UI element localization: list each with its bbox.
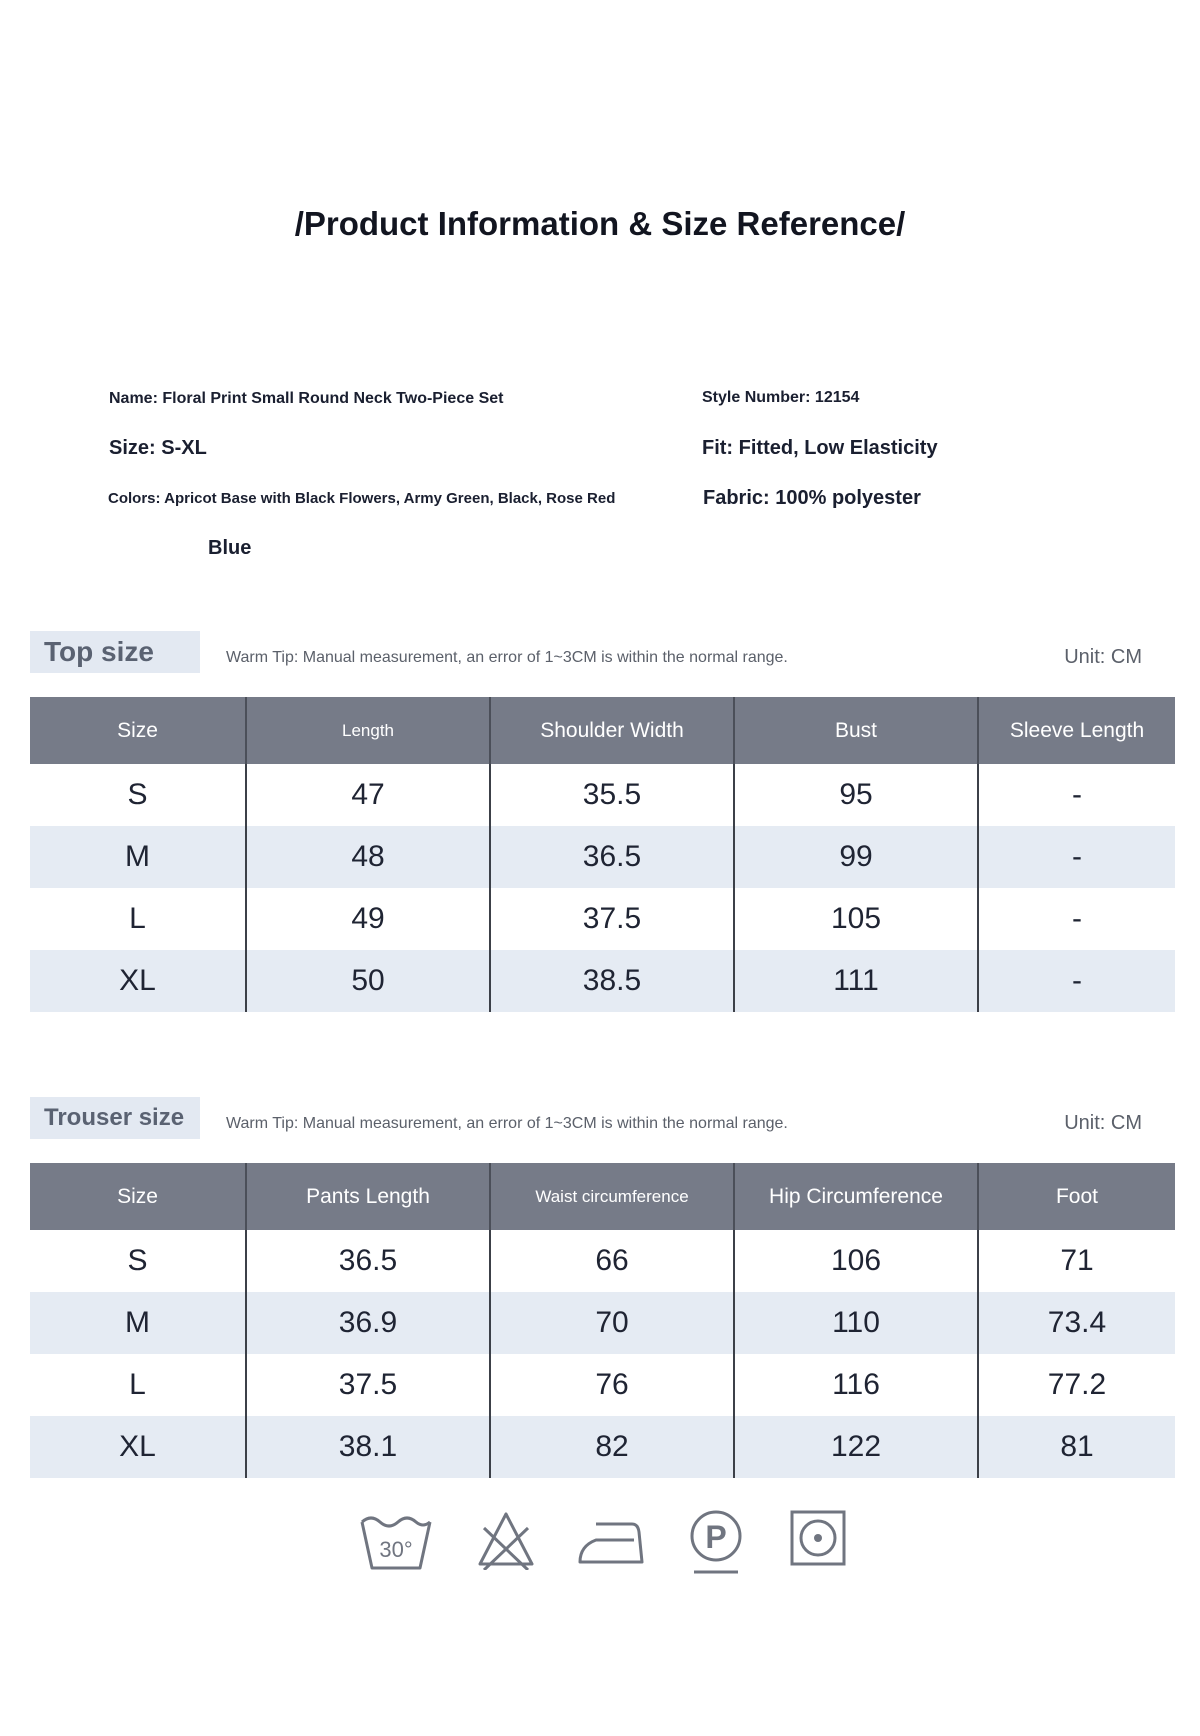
table-row <box>30 1230 1175 1292</box>
wash-30-icon <box>358 1510 434 1576</box>
product-colors: Colors: Apricot Base with Black Flowers, Army Green, Black, Rose Red <box>108 490 616 507</box>
table-cell: - <box>978 764 1175 826</box>
table-cell: 35.5 <box>490 764 734 826</box>
table-cell: 122 <box>734 1416 978 1478</box>
table-cell: 77.2 <box>978 1354 1175 1416</box>
table-cell: S <box>127 1244 148 1277</box>
table-cell: 49 <box>246 888 490 950</box>
column-header: Waist circumference <box>490 1163 734 1230</box>
column-header: Size <box>30 1163 246 1230</box>
table-cell: 105 <box>734 888 978 950</box>
table-cell: 37.5 <box>490 888 734 950</box>
table-cell: 106 <box>734 1230 978 1292</box>
table-row <box>30 764 1175 826</box>
table-cell: 95 <box>734 764 978 826</box>
column-header: Size <box>30 697 246 764</box>
table-cell: 82 <box>490 1416 734 1478</box>
table-cell: 116 <box>734 1354 978 1416</box>
table-cell: 37.5 <box>246 1354 490 1416</box>
table-cell: 71 <box>978 1230 1175 1292</box>
table-cell: 66 <box>490 1230 734 1292</box>
trouser-size-unit: Unit: CM <box>1064 1112 1142 1134</box>
table-cell: 111 <box>734 950 978 1012</box>
table-cell: L <box>129 1368 146 1401</box>
trouser-size-table <box>30 1163 1175 1478</box>
trouser-size-tip: Warm Tip: Manual measurement, an error of 1~3CM is within the normal range. <box>226 1115 788 1132</box>
table-cell: M <box>30 1292 246 1354</box>
do-not-bleach-icon <box>476 1510 536 1570</box>
table-cell: XL <box>30 1416 246 1478</box>
page-title: /Product Information & Size Reference/ <box>294 205 906 242</box>
table-cell: 47 <box>246 764 490 826</box>
dry-clean-p-icon <box>688 1510 744 1576</box>
iron-icon <box>576 1510 646 1570</box>
column-header: Length <box>246 697 490 764</box>
product-colors-cont: Blue <box>208 537 252 559</box>
table-cell: 36.5 <box>490 826 734 888</box>
table-cell: 36.9 <box>246 1292 490 1354</box>
table-cell: 70 <box>490 1292 734 1354</box>
table-cell: 99 <box>734 826 978 888</box>
table-cell: 76 <box>490 1354 734 1416</box>
top-size-tip: Warm Tip: Manual measurement, an error of 1~3CM is within the normal range. <box>226 649 788 666</box>
trouser-size-tag: Trouser size <box>30 1097 200 1139</box>
table-row <box>30 888 1175 950</box>
table-cell: - <box>978 826 1175 888</box>
column-header: Pants Length <box>246 1163 490 1230</box>
table-cell: - <box>978 950 1175 1012</box>
table-header-row <box>30 697 1175 764</box>
column-header: Hip Circumference <box>734 1163 978 1230</box>
care-icons <box>0 1510 1200 1580</box>
table-cell: 48 <box>246 826 490 888</box>
table-cell: - <box>978 888 1175 950</box>
table-cell: L <box>129 902 146 935</box>
table-row <box>30 1416 1175 1478</box>
table-cell: 110 <box>734 1292 978 1354</box>
top-size-tag: Top size <box>30 631 200 673</box>
table-cell: 36.5 <box>246 1230 490 1292</box>
tumble-dry-icon <box>790 1510 846 1566</box>
table-row <box>30 826 1175 888</box>
product-size: Size: S-XL <box>109 437 207 459</box>
column-header: Sleeve Length <box>978 697 1175 764</box>
table-row <box>30 1292 1175 1354</box>
table-cell: XL <box>30 950 246 1012</box>
table-row <box>30 950 1175 1012</box>
product-fabric: Fabric: 100% polyester <box>703 487 921 509</box>
style-number: Style Number: 12154 <box>702 389 860 406</box>
table-cell: 81 <box>978 1416 1175 1478</box>
svg-text:P: P <box>705 1519 727 1555</box>
table-cell: 38.5 <box>490 950 734 1012</box>
column-header: Shoulder Width <box>490 697 734 764</box>
table-header-row <box>30 1163 1175 1230</box>
table-row <box>30 1354 1175 1416</box>
product-fit: Fit: Fitted, Low Elasticity <box>702 437 938 459</box>
table-cell: 38.1 <box>246 1416 490 1478</box>
wash-temp: 30° <box>379 1537 413 1562</box>
column-header: Bust <box>734 697 978 764</box>
top-size-table <box>30 697 1175 1012</box>
table-cell: 50 <box>246 950 490 1012</box>
product-name: Name: Floral Print Small Round Neck Two-Piece Set <box>109 390 504 407</box>
top-size-unit: Unit: CM <box>1064 646 1142 668</box>
table-cell: 73.4 <box>978 1292 1175 1354</box>
table-cell: M <box>30 826 246 888</box>
table-cell: S <box>127 778 148 811</box>
column-header: Foot <box>978 1163 1175 1230</box>
